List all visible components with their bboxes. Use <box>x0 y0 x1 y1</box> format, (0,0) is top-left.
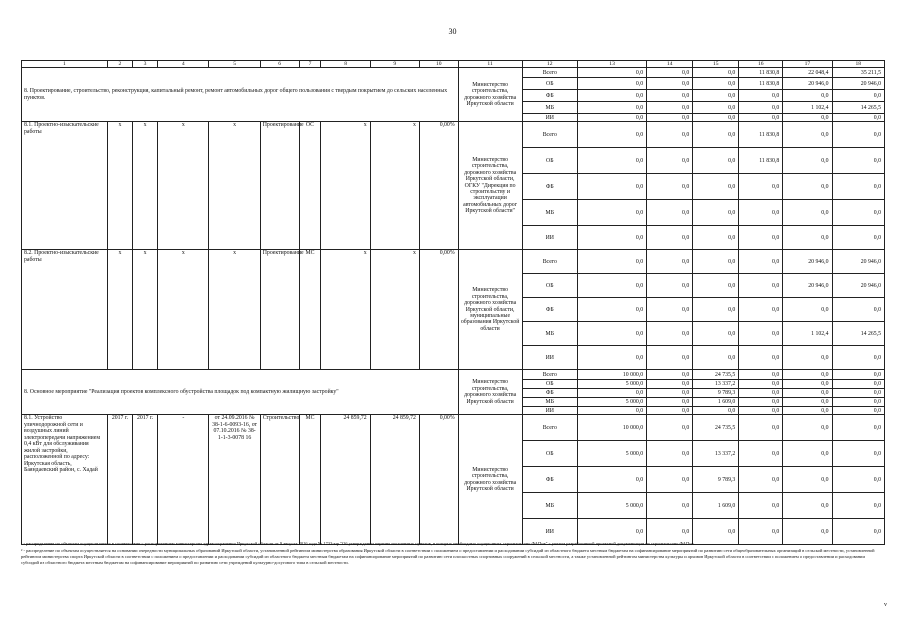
value-cell: 20 946,0 <box>832 78 884 90</box>
value-cell: 0,0 <box>739 114 783 122</box>
measure-c5: х <box>209 250 260 370</box>
column-header: 1 <box>22 61 108 68</box>
funding-source: ФБ <box>522 298 578 322</box>
page-number: 30 <box>448 27 457 36</box>
funding-source: ОБ <box>522 148 578 174</box>
value-cell: 0,0 <box>783 467 832 493</box>
value-cell: 0,0 <box>832 493 884 519</box>
value-cell: 0,0 <box>739 200 783 226</box>
funding-source: Всего <box>522 122 578 148</box>
footnotes <box>21 541 883 567</box>
measure-name: 8.2. Проектно-изыскательские работы <box>22 250 108 370</box>
value-cell: 0,0 <box>832 174 884 200</box>
value-cell: 0,0 <box>832 467 884 493</box>
value-cell: 5 000,0 <box>578 441 647 467</box>
funding-source: ОБ <box>522 274 578 298</box>
value-cell: 0,0 <box>693 78 739 90</box>
measure-c5: от 24.09.2016 № 38-1-6-0093-16, от 07.10.2016 № 38-1-1-3-0078 16 <box>209 415 260 545</box>
value-cell: 0,0 <box>832 148 884 174</box>
value-cell: 0,0 <box>739 90 783 102</box>
value-cell: 0,0 <box>647 493 693 519</box>
value-cell: 0,0 <box>739 322 783 346</box>
value-cell: 0,0 <box>783 174 832 200</box>
executor-cell: Министерство строительства, дорожного хозяйства Иркутской области <box>458 68 522 122</box>
table-row <box>22 122 885 148</box>
measure-c7: МС <box>299 250 321 370</box>
value-cell: 0,0 <box>578 274 647 298</box>
measure-c6: Проектирование <box>260 122 299 250</box>
value-cell: 0,0 <box>739 370 783 380</box>
measure-c10: 0,00% <box>419 250 458 370</box>
value-cell: 0,0 <box>783 114 832 122</box>
measure-c2: 2017 г. <box>107 415 132 545</box>
value-cell: 0,0 <box>693 519 739 545</box>
value-cell: 0,0 <box>647 68 693 78</box>
value-cell: 0,0 <box>693 346 739 370</box>
value-cell: 0,0 <box>693 298 739 322</box>
executor-cell: Министерство строительства, дорожного хозяйства Иркутской области <box>458 370 522 415</box>
value-cell: 24 735,5 <box>693 370 739 380</box>
value-cell: 22 048,4 <box>783 68 832 78</box>
measure-c8: х <box>321 250 370 370</box>
value-cell: 14 265,5 <box>832 102 884 114</box>
value-cell: 0,0 <box>739 274 783 298</box>
value-cell: 0,0 <box>647 250 693 274</box>
measure-c9: х <box>370 250 419 370</box>
value-cell: 0,0 <box>693 322 739 346</box>
measure-c10: 0,00% <box>419 122 458 250</box>
value-cell: 0,0 <box>832 346 884 370</box>
column-header: 5 <box>209 61 260 68</box>
value-cell: 0,0 <box>578 250 647 274</box>
value-cell: 0,0 <box>739 389 783 398</box>
value-cell: 0,0 <box>832 519 884 545</box>
value-cell: 10 000,0 <box>578 415 647 441</box>
column-header: 11 <box>458 61 522 68</box>
value-cell: 0,0 <box>578 407 647 415</box>
value-cell: 0,0 <box>647 298 693 322</box>
measure-c3: х <box>133 250 158 370</box>
value-cell: 1 102,4 <box>783 102 832 114</box>
value-cell: 0,0 <box>832 398 884 407</box>
value-cell: 0,0 <box>578 389 647 398</box>
column-header: 6 <box>260 61 299 68</box>
value-cell: 0,0 <box>783 519 832 545</box>
value-cell: 0,0 <box>647 441 693 467</box>
value-cell: 0,0 <box>693 90 739 102</box>
funding-source: ИИ <box>522 226 578 250</box>
funding-source: ИИ <box>522 114 578 122</box>
funding-source: ОБ <box>522 380 578 389</box>
value-cell: 0,0 <box>693 114 739 122</box>
funding-source: ФБ <box>522 389 578 398</box>
value-cell: 13 337,2 <box>693 441 739 467</box>
column-header: 3 <box>133 61 158 68</box>
value-cell: 0,0 <box>832 114 884 122</box>
value-cell: 0,0 <box>783 493 832 519</box>
value-cell: 24 735,5 <box>693 415 739 441</box>
funding-source: ФБ <box>522 174 578 200</box>
value-cell: 13 337,2 <box>693 380 739 389</box>
funding-source: МБ <box>522 398 578 407</box>
block-title: 8. Проектирование, строительство, реконструкция, капитальный ремонт, ремонт автомобильных дорог общего пользования с твердым покрытием до сельских населенных пунктов. <box>22 68 459 122</box>
value-cell: 0,0 <box>832 441 884 467</box>
column-header: 2 <box>107 61 132 68</box>
column-header: 7 <box>299 61 321 68</box>
value-cell: 1 609,0 <box>693 493 739 519</box>
value-cell: 0,0 <box>578 226 647 250</box>
value-cell: 0,0 <box>783 346 832 370</box>
value-cell: 0,0 <box>783 415 832 441</box>
footnote-1: ¹ - распределение по объектам осуществляется в соответствии с распоряжением министерства здравоохранения Иркутской области от 9 августа 2016 года № 1733-мр "Об утверждении перечня населенных пунктов, в которых необходимо осуществить строительство ФАПов" с учетом разработанной проектной документации на строительство ФАПов. <box>21 541 695 546</box>
value-cell: 0,0 <box>647 380 693 389</box>
value-cell: 0,0 <box>693 407 739 415</box>
funding-source: Всего <box>522 370 578 380</box>
block-title: 8. Основное мероприятие "Реализация проектов комплексного обустройства площадок под компактную жилищную застройку" <box>22 370 459 415</box>
executor-cell: Министерство строительства, дорожного хозяйства Иркутской области, муниципальные образования Иркутской области <box>458 250 522 370</box>
value-cell: 0,0 <box>832 226 884 250</box>
value-cell: 11 830,8 <box>739 68 783 78</box>
value-cell: 0,0 <box>647 274 693 298</box>
value-cell: 0,0 <box>739 493 783 519</box>
value-cell: 0,0 <box>578 122 647 148</box>
value-cell: 0,0 <box>739 250 783 274</box>
funding-source: ИИ <box>522 519 578 545</box>
value-cell: 0,0 <box>783 122 832 148</box>
value-cell: 0,0 <box>832 298 884 322</box>
value-cell: 0,0 <box>647 114 693 122</box>
value-cell: 0,0 <box>693 174 739 200</box>
value-cell: 0,0 <box>832 389 884 398</box>
value-cell: 0,0 <box>832 380 884 389</box>
value-cell: 0,0 <box>832 90 884 102</box>
corner-mark: v <box>884 602 887 608</box>
value-cell: 0,0 <box>693 122 739 148</box>
value-cell: 0,0 <box>647 90 693 102</box>
value-cell: 0,0 <box>578 78 647 90</box>
measure-c4: - <box>158 415 209 545</box>
funding-source: ОБ <box>522 78 578 90</box>
value-cell: 0,0 <box>647 389 693 398</box>
value-cell: 0,0 <box>783 298 832 322</box>
value-cell: 0,0 <box>578 298 647 322</box>
funding-source: МБ <box>522 493 578 519</box>
column-header: 15 <box>693 61 739 68</box>
value-cell: 0,0 <box>832 122 884 148</box>
value-cell: 20 946,0 <box>783 78 832 90</box>
funding-source: ФБ <box>522 90 578 102</box>
value-cell: 20 946,0 <box>832 274 884 298</box>
value-cell: 11 830,8 <box>739 122 783 148</box>
value-cell: 0,0 <box>578 148 647 174</box>
value-cell: 0,0 <box>739 380 783 389</box>
value-cell: 0,0 <box>578 322 647 346</box>
measure-c4: х <box>158 122 209 250</box>
value-cell: 0,0 <box>578 467 647 493</box>
value-cell: 0,0 <box>647 370 693 380</box>
value-cell: 0,0 <box>783 148 832 174</box>
value-cell: 0,0 <box>832 200 884 226</box>
value-cell: 0,0 <box>647 519 693 545</box>
value-cell: 0,0 <box>647 346 693 370</box>
value-cell: 0,0 <box>783 370 832 380</box>
column-header: 16 <box>739 61 783 68</box>
value-cell: 0,0 <box>693 148 739 174</box>
table-row <box>22 370 885 380</box>
value-cell: 0,0 <box>739 519 783 545</box>
value-cell: 20 946,0 <box>783 250 832 274</box>
table-row <box>22 250 885 274</box>
executor-cell: Министерство строительства, дорожного хозяйства Иркутской области <box>458 415 522 545</box>
measure-c2: х <box>107 250 132 370</box>
funding-source: ИИ <box>522 346 578 370</box>
column-header: 14 <box>647 61 693 68</box>
funding-source: МБ <box>522 200 578 226</box>
value-cell: 0,0 <box>647 174 693 200</box>
measure-c9: 24 859,72 <box>370 415 419 545</box>
column-header: 13 <box>578 61 647 68</box>
measure-c7: ОС <box>299 122 321 250</box>
table-row <box>22 68 885 78</box>
measure-name: 8.1. Проектно-изыскательские работы <box>22 122 108 250</box>
column-header: 9 <box>370 61 419 68</box>
value-cell: 0,0 <box>578 346 647 370</box>
value-cell: 0,0 <box>783 389 832 398</box>
measure-c8: 24 859,72 <box>321 415 370 545</box>
column-header: 8 <box>321 61 370 68</box>
measure-c6: Проектирование <box>260 250 299 370</box>
value-cell: 20 946,0 <box>832 250 884 274</box>
header-row <box>22 61 885 68</box>
value-cell: 0,0 <box>647 78 693 90</box>
measure-c7: МС <box>299 415 321 545</box>
value-cell: 0,0 <box>693 250 739 274</box>
measure-c5: х <box>209 122 260 250</box>
value-cell: 0,0 <box>693 226 739 250</box>
measure-c2: х <box>107 122 132 250</box>
value-cell: 0,0 <box>647 322 693 346</box>
value-cell: 10 000,0 <box>578 370 647 380</box>
column-header: 12 <box>522 61 578 68</box>
funding-source: МБ <box>522 102 578 114</box>
measure-c4: х <box>158 250 209 370</box>
value-cell: 0,0 <box>739 346 783 370</box>
funding-source: Всего <box>522 68 578 78</box>
program-table <box>21 60 885 545</box>
value-cell: 0,0 <box>693 274 739 298</box>
column-header: 4 <box>158 61 209 68</box>
value-cell: 0,0 <box>783 407 832 415</box>
funding-source: ОБ <box>522 441 578 467</box>
value-cell: 0,0 <box>647 415 693 441</box>
value-cell: 0,0 <box>739 467 783 493</box>
value-cell: 0,0 <box>783 90 832 102</box>
value-cell: 0,0 <box>578 102 647 114</box>
value-cell: 20 946,0 <box>783 274 832 298</box>
value-cell: 0,0 <box>647 407 693 415</box>
value-cell: 1 609,0 <box>693 398 739 407</box>
value-cell: 0,0 <box>647 122 693 148</box>
value-cell: 5 000,0 <box>578 398 647 407</box>
value-cell: 0,0 <box>578 200 647 226</box>
measure-c6: Строительство <box>260 415 299 545</box>
value-cell: 0,0 <box>647 148 693 174</box>
funding-source: ФБ <box>522 467 578 493</box>
value-cell: 0,0 <box>739 174 783 200</box>
value-cell: 1 102,4 <box>783 322 832 346</box>
funding-source: ИИ <box>522 407 578 415</box>
measure-c3: х <box>133 122 158 250</box>
funding-source: Всего <box>522 415 578 441</box>
value-cell: 0,0 <box>647 398 693 407</box>
value-cell: 11 830,8 <box>739 78 783 90</box>
table-row <box>22 415 885 441</box>
value-cell: 0,0 <box>739 441 783 467</box>
value-cell: 0,0 <box>783 380 832 389</box>
footnote-2: ² - распределение по объектам осуществляется на основании очередности муниципальных образований Иркутской области, установленной рейтингом министерства образования Иркутской области в соответствии с положением о предоставлении и расходовании субсидий из областного бюджета местным бюджетам на софинансирование мероприятий по развитию сети общеобразовательных организаций в сельской местности, установленной рейтингом министерства спорта Иркутской области в соответствии с положением о предоставлении и расходовании субсидий из областного бюджета местным бюджетам на софинансирование мероприятий по развитию сети плоскостных спортивных сооружений в сельской местности, а также установленной рейтингом министерства культуры и архивов Иркутской области в соответствии с положением о предоставлении и расходовании субсидий из областного бюджета местным бюджетам на софинансирование мероприятий по развитию сети учреждений культурно-досугового типа в сельской местности. <box>21 548 875 566</box>
funding-source: МБ <box>522 322 578 346</box>
value-cell: 0,0 <box>578 114 647 122</box>
value-cell: 11 830,8 <box>739 148 783 174</box>
value-cell: 0,0 <box>647 226 693 250</box>
value-cell: 0,0 <box>739 415 783 441</box>
value-cell: 0,0 <box>693 102 739 114</box>
value-cell: 0,0 <box>693 68 739 78</box>
value-cell: 5 000,0 <box>578 380 647 389</box>
value-cell: 5 000,0 <box>578 493 647 519</box>
value-cell: 9 789,3 <box>693 389 739 398</box>
measure-c10: 0,00% <box>419 415 458 545</box>
value-cell: 0,0 <box>578 90 647 102</box>
measure-c9: х <box>370 122 419 250</box>
column-header: 18 <box>832 61 884 68</box>
value-cell: 0,0 <box>578 68 647 78</box>
value-cell: 0,0 <box>739 407 783 415</box>
value-cell: 0,0 <box>739 226 783 250</box>
column-header: 17 <box>783 61 832 68</box>
executor-cell: Министерство строительства, дорожного хозяйства Иркутской области, ОГКУ "Дирекция по строительству и эксплуатации автомобильных дорог Иркутской области" <box>458 122 522 250</box>
value-cell: 0,0 <box>739 298 783 322</box>
value-cell: 0,0 <box>832 407 884 415</box>
value-cell: 0,0 <box>578 519 647 545</box>
value-cell: 0,0 <box>578 174 647 200</box>
funding-source: Всего <box>522 250 578 274</box>
value-cell: 0,0 <box>832 370 884 380</box>
value-cell: 0,0 <box>832 415 884 441</box>
value-cell: 0,0 <box>783 398 832 407</box>
measure-name: 8.1. Устройство уличнодорожной сети и воздушных линий электропередачи напряжением 0,4 кВт для обслуживания жилой застройки, расположенной по адресу: Иркутская область, Баяндаевский район, с. Хадай <box>22 415 108 545</box>
value-cell: 35 211,5 <box>832 68 884 78</box>
value-cell: 0,0 <box>693 200 739 226</box>
value-cell: 0,0 <box>783 200 832 226</box>
value-cell: 14 265,5 <box>832 322 884 346</box>
value-cell: 0,0 <box>647 200 693 226</box>
value-cell: 0,0 <box>739 102 783 114</box>
value-cell: 0,0 <box>783 226 832 250</box>
column-header: 10 <box>419 61 458 68</box>
value-cell: 0,0 <box>647 467 693 493</box>
value-cell: 9 789,3 <box>693 467 739 493</box>
value-cell: 0,0 <box>647 102 693 114</box>
measure-c8: х <box>321 122 370 250</box>
measure-c3: 2017 г. <box>133 415 158 545</box>
value-cell: 0,0 <box>739 398 783 407</box>
value-cell: 0,0 <box>783 441 832 467</box>
